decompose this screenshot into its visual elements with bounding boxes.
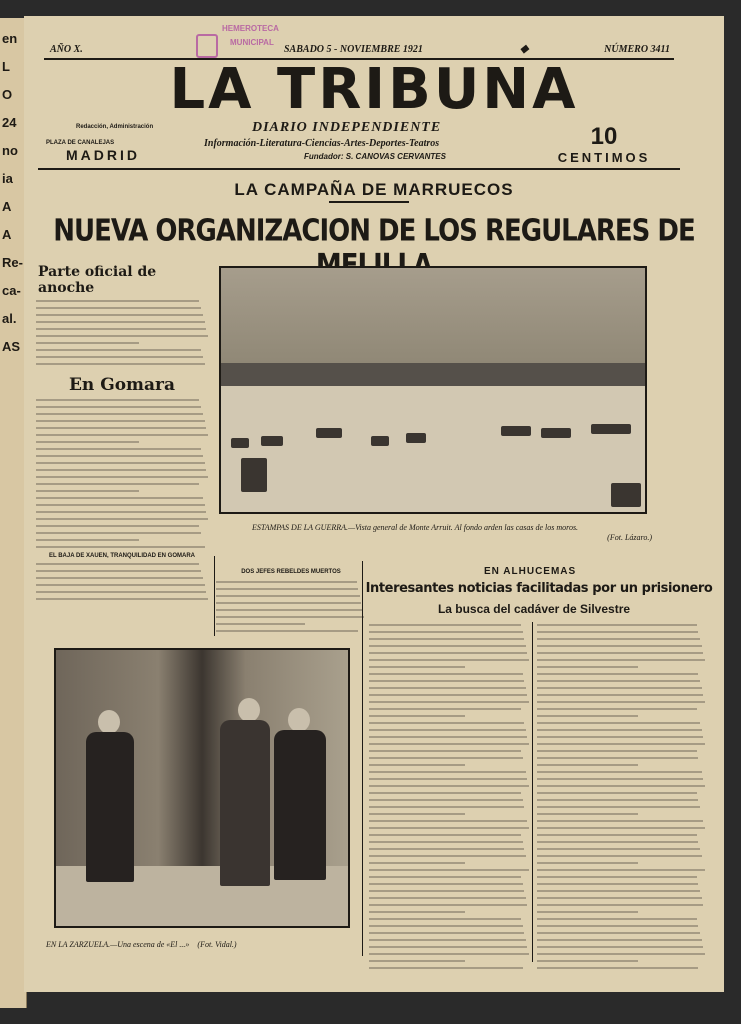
newspaper-page [24,16,724,992]
dateline [44,44,674,58]
heading-xauen: EL BAJA DE XAUEN, TRANQUILIDAD EN GOMARA [48,553,195,559]
photo-caption [46,940,346,949]
price-box [529,124,679,165]
campaign-heading: LA CAMPAÑA DE MARRUECOS [234,180,514,199]
photo-credit: (Fot. Lázaro.) [607,533,652,542]
city-label: MADRID [66,147,140,163]
text-block [36,563,208,600]
price-unit: CENTIMOS [557,150,651,165]
edge-fragment: A [2,227,12,242]
column-left [36,264,208,605]
caption-text: EN LA ZARZUELA.—Una escena de «El ...» [46,940,190,949]
edge-fragment: al. [2,311,17,326]
heading-prisionero: Interesantes noticias facilitadas por un prisionero [365,581,713,596]
issue-number: NÚMERO 3411 [604,44,670,55]
newspaper-title: LA TRIBUNA [169,57,579,122]
edge-fragment: AS [2,339,21,354]
address-label: PLAZA DE CANALEJAS [46,140,115,146]
heading-busca-cadaver: La busca del cadáver de Silvestre [437,602,631,616]
edge-fragment: O [2,87,13,102]
edge-fragment: ia [2,171,13,186]
ornament-rule [329,201,409,203]
photo-caption [252,523,652,542]
newspaper-subtitle: DIARIO INDEPENDIENTE [252,120,442,135]
column-divider [214,556,215,636]
heading-parte-oficial: Parte oficial de anoche [38,264,157,296]
year-label: AÑO X. [50,44,83,55]
ornament-icon: ◆ [520,43,529,55]
column-divider [532,622,533,962]
edge-fragment: no [2,143,18,158]
text-block [216,581,364,637]
text-block [537,624,705,974]
founder-line: Fundador: S. CANOVAS CERVANTES [304,152,446,161]
main-headline: NUEVA ORGANIZACION DE LOS REGULARES DE [53,214,695,249]
adjacent-page-edge [0,18,27,1008]
text-block [36,300,208,365]
kicker-alhucemas: EN ALHUCEMAS [484,566,577,577]
sections-line: Información-Literatura-Ciencias-Artes-Deportes-Teatros [204,138,440,149]
stamp-line2: MUNICIPAL [230,38,274,47]
photo-monte-arruit [219,266,647,514]
stamp-line1: HEMEROTECA [222,24,279,33]
photo-zarzuela [54,648,350,928]
text-block [36,399,208,548]
edge-fragment: 24 [2,115,17,130]
caption-text: ESTAMPAS DE LA GUERRA.—Vista general de Monte Arruit. Al fondo arden las casas de los moros. [252,523,579,532]
office-info [46,124,216,163]
heading-jefes-rebeldes: DOS JEFES REBELDES MUERTOS [241,569,341,575]
heading-en-gomara: En Gomara [68,375,176,395]
admin-label: Redacción, Administración [76,124,154,130]
masthead-rule [38,168,680,170]
edge-fragment: A [2,199,12,214]
issue-date: SABADO 5 - NOVIEMBRE 1921 [284,44,423,55]
price-number: 10 [590,123,618,150]
text-block [369,624,529,974]
column-divider [362,561,363,956]
edge-fragment: ca- [2,283,21,298]
photo-credit: (Fot. Vidal.) [197,940,237,949]
edge-fragment: L [2,59,10,74]
edge-fragment: Re- [2,255,23,270]
edge-fragment: en [2,31,18,46]
